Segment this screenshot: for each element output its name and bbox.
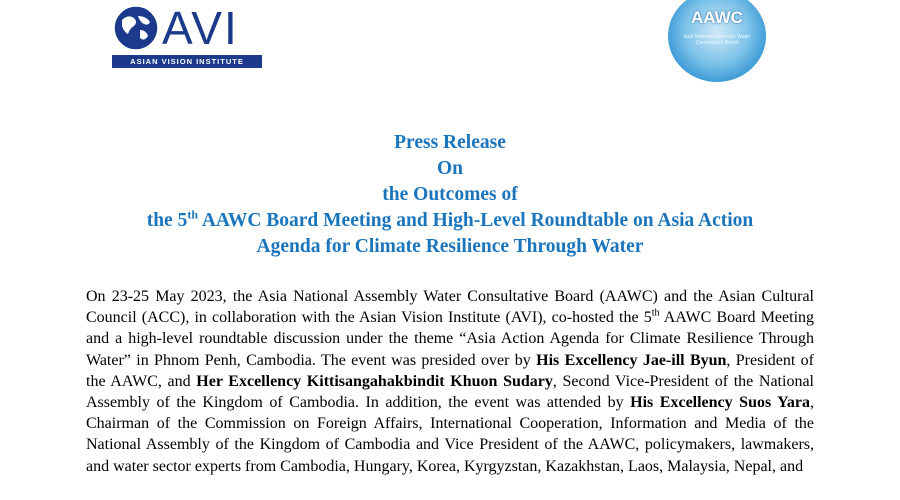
aawc-logo (668, 0, 766, 80)
dignitary-name: His Excellency Suos Yara (630, 394, 810, 412)
title-line (0, 208, 900, 234)
title-line: On (436, 158, 463, 179)
dignitary-name: Her Excellency Kittisangahakbindit Khuon Sudary (196, 372, 553, 390)
title-superscript: th (187, 207, 199, 222)
aawc-wordmark: AAWC (691, 8, 743, 27)
body-superscript: th (651, 307, 660, 319)
globe-icon (112, 4, 160, 52)
body-text: , President of the AAWC, and (86, 351, 815, 390)
body-text: AAWC Board Meeting and a high-level roundtable discussion under the theme “Asia Action Agenda for Climate Resilience Through Water” in Phnom Penh, Cambodia. The event was presided over by (86, 309, 815, 369)
press-release-title (0, 130, 900, 260)
aawc-subtitle: Asia National Assembly Water Consultative Board (683, 34, 751, 46)
title-line: the Outcomes of (382, 184, 518, 205)
dignitary-name: His Excellency Jae-ill Byun (536, 351, 727, 369)
body-text: , Second Vice-President of the National Assembly of the Kingdom of Cambodia. In addition, the event was attended by (86, 372, 814, 412)
body-text: On 23-25 May 2023, the Asia National Assembly Water Consultative Board (AAWC) and the Asian Cultural Council (ACC), in collaboration with the Asian Vision Institute (AVI), co-hosted the 5 (86, 288, 814, 327)
title-text: the 5 (146, 210, 188, 231)
avi-tagline: ASIAN VISION INSTITUTE (112, 55, 262, 68)
avi-wordmark: AVI (162, 2, 239, 54)
body-paragraph (86, 286, 814, 477)
title-line: Press Release (394, 132, 506, 153)
title-text: AAWC Board Meeting and High-Level Roundtable on Asia Action (198, 210, 754, 231)
avi-logo (112, 0, 262, 72)
title-line: Agenda for Climate Resilience Through Water (256, 236, 644, 257)
body-text: , Chairman of the Commission on Foreign Affairs, International Cooperation, Information and Media of the National Assembly of the Kingdom of Cambodia and Vice President of the AAWC, policymakers, lawmakers, and water sector experts from Cambodia, Hungary, Korea, Kyrgyzstan, Kazakhstan, Laos, Malaysia, Nepal, and (86, 394, 814, 475)
